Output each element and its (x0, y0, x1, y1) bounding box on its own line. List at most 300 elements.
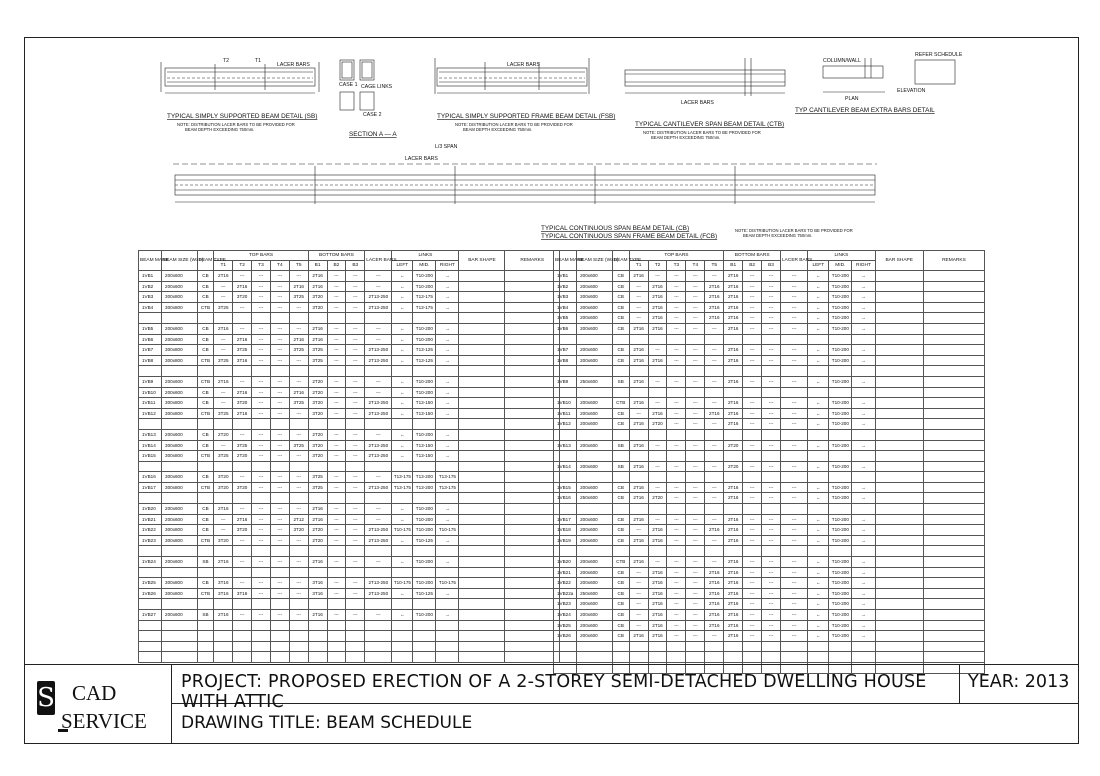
schedule-cell: --- (705, 419, 724, 430)
schedule-cell (923, 334, 984, 345)
schedule-cell: --- (252, 323, 271, 334)
schedule-cell: --- (629, 599, 648, 610)
schedule-cell: --- (705, 440, 724, 451)
schedule-cell: T10-200 (413, 504, 436, 515)
hdr-b3: B3 (762, 261, 781, 271)
schedule-cell (667, 472, 686, 483)
schedule-cell (505, 376, 560, 387)
schedule-cell: CB (612, 408, 629, 419)
schedule-cell (346, 652, 365, 663)
schedule-cell: --- (780, 345, 807, 356)
schedule-cell (875, 504, 923, 515)
table-row (554, 313, 985, 324)
schedule-cell: --- (365, 281, 392, 292)
schedule-cell: 2T16 (308, 334, 327, 345)
schedule-cell: --- (648, 271, 667, 282)
beam-mark-cell (139, 461, 162, 472)
schedule-cell: --- (365, 429, 392, 440)
schedule-cell: --- (327, 588, 346, 599)
schedule-cell: --- (705, 398, 724, 409)
cb-span-label: L/3 SPAN (435, 144, 458, 150)
schedule-cell: --- (743, 355, 762, 366)
schedule-cell: ← (392, 514, 413, 525)
schedule-cell (214, 620, 233, 631)
schedule-cell: CB (197, 429, 214, 440)
schedule-cell (505, 546, 560, 557)
beam-size-cell: 300x800 (162, 535, 198, 546)
schedule-cell (365, 620, 392, 631)
hdr-beam-size: BEAM SIZE (WxD) (162, 251, 198, 271)
schedule-cell (829, 504, 852, 515)
schedule-cell: --- (365, 376, 392, 387)
beam-size-cell (577, 334, 613, 345)
schedule-cell (686, 652, 705, 663)
table-row (139, 641, 560, 652)
schedule-cell (346, 546, 365, 557)
schedule-cell: ← (808, 302, 829, 313)
schedule-cell (459, 323, 505, 334)
beam-size-cell: 300x800 (162, 302, 198, 313)
schedule-cell: --- (667, 578, 686, 589)
schedule-cell (197, 493, 214, 504)
schedule-cell (289, 620, 308, 631)
schedule-cell (436, 313, 459, 324)
schedule-cell (459, 419, 505, 430)
drawing-title-field (171, 704, 1078, 744)
table-row (139, 451, 560, 462)
schedule-cell (505, 387, 560, 398)
schedule-cell: --- (686, 567, 705, 578)
schedule-cell: --- (743, 514, 762, 525)
schedule-cell (743, 652, 762, 663)
schedule-cell (197, 419, 214, 430)
schedule-cell (436, 366, 459, 377)
schedule-cell (629, 546, 648, 557)
table-row (139, 292, 560, 303)
schedule-cell: --- (667, 525, 686, 536)
schedule-cell (270, 620, 289, 631)
schedule-cell: ← (808, 535, 829, 546)
schedule-cell: ← (808, 610, 829, 621)
schedule-cell: --- (346, 557, 365, 568)
schedule-cell: CB (612, 323, 629, 334)
beam-mark-cell (139, 620, 162, 631)
beam-size-cell: 200x600 (577, 567, 613, 578)
beam-mark-cell (554, 546, 577, 557)
schedule-cell: --- (780, 408, 807, 419)
schedule-cell (875, 514, 923, 525)
schedule-cell: CTB (197, 588, 214, 599)
schedule-cell: --- (667, 461, 686, 472)
left-schedule-body (139, 271, 560, 663)
schedule-cell: --- (270, 323, 289, 334)
schedule-cell: 2T16 (648, 588, 667, 599)
schedule-cell (705, 472, 724, 483)
schedule-cell (459, 652, 505, 663)
schedule-cell (780, 387, 807, 398)
beam-mark-cell (554, 429, 577, 440)
hdr-top-bars: TOP BARS (214, 251, 308, 261)
table-row (139, 419, 560, 430)
schedule-cell (743, 546, 762, 557)
schedule-cell: 2T16 (705, 599, 724, 610)
hdr-t1: T1 (629, 261, 648, 271)
schedule-cell: T10-200 (829, 567, 852, 578)
schedule-cell: --- (346, 292, 365, 303)
schedule-cell: --- (289, 504, 308, 515)
schedule-cell: --- (629, 302, 648, 313)
schedule-cell (923, 292, 984, 303)
schedule-cell: --- (743, 419, 762, 430)
schedule-cell (233, 313, 252, 324)
schedule-cell (780, 429, 807, 440)
schedule-cell: CB (612, 610, 629, 621)
schedule-cell (459, 567, 505, 578)
schedule-cell (762, 652, 781, 663)
schedule-cell: --- (762, 461, 781, 472)
schedule-cell: --- (705, 631, 724, 642)
schedule-cell (436, 493, 459, 504)
schedule-cell: --- (743, 281, 762, 292)
schedule-cell: 2T16 (724, 292, 743, 303)
table-row (139, 355, 560, 366)
beam-size-cell (162, 631, 198, 642)
schedule-cell (875, 440, 923, 451)
schedule-cell: --- (214, 525, 233, 536)
beam-size-cell: 300x800 (162, 398, 198, 409)
schedule-cell (214, 461, 233, 472)
schedule-cell: → (852, 419, 875, 430)
schedule-cell: --- (252, 557, 271, 568)
schedule-cell (459, 292, 505, 303)
schedule-cell: --- (252, 398, 271, 409)
beam-size-cell: 200x600 (577, 323, 613, 334)
schedule-cell (252, 652, 271, 663)
schedule-cell: --- (327, 334, 346, 345)
schedule-cell: T13-175 (413, 292, 436, 303)
schedule-cell (413, 366, 436, 377)
schedule-cell: --- (705, 535, 724, 546)
beam-mark-cell (554, 641, 577, 652)
schedule-cell: --- (327, 578, 346, 589)
schedule-cell: --- (667, 323, 686, 334)
cb-detail-beam (173, 164, 877, 204)
schedule-cell: 2T16 (724, 535, 743, 546)
schedule-cell (743, 641, 762, 652)
schedule-cell: --- (667, 419, 686, 430)
schedule-cell (762, 641, 781, 652)
schedule-cell (459, 578, 505, 589)
schedule-cell (686, 641, 705, 652)
schedule-cell (705, 334, 724, 345)
schedule-cell (233, 493, 252, 504)
schedule-cell (923, 419, 984, 430)
schedule-cell: --- (214, 345, 233, 356)
schedule-cell: 3T20 (308, 408, 327, 419)
schedule-cell: --- (667, 281, 686, 292)
table-row (139, 631, 560, 642)
schedule-cell (505, 493, 560, 504)
schedule-cell (852, 546, 875, 557)
schedule-cell: --- (346, 355, 365, 366)
schedule-cell (214, 641, 233, 652)
schedule-cell (808, 504, 829, 515)
beam-size-cell: 200x600 (577, 525, 613, 536)
schedule-cell: 2T16 (214, 610, 233, 621)
drawing-sheet (24, 37, 1079, 744)
hdr-t2: T2 (648, 261, 667, 271)
schedule-cell (667, 641, 686, 652)
schedule-cell (612, 546, 629, 557)
schedule-cell: 2T16 (705, 578, 724, 589)
schedule-cell (875, 387, 923, 398)
schedule-cell: --- (743, 461, 762, 472)
schedule-cell: --- (252, 376, 271, 387)
schedule-cell (392, 599, 413, 610)
schedule-cell: 2T16 (629, 271, 648, 282)
schedule-cell: --- (327, 440, 346, 451)
schedule-cell (612, 451, 629, 462)
schedule-cell: --- (233, 578, 252, 589)
schedule-cell: --- (762, 376, 781, 387)
table-row (139, 567, 560, 578)
schedule-cell: 2T16 (648, 292, 667, 303)
beam-mark-cell: 1VB5 (554, 313, 577, 324)
schedule-cell (724, 641, 743, 652)
schedule-cell: T10-200 (829, 599, 852, 610)
schedule-cell: 2T16 (629, 514, 648, 525)
beam-size-cell: 200x600 (577, 578, 613, 589)
table-row (139, 504, 560, 515)
hdr-mid: MID. (413, 261, 436, 271)
schedule-cell: T10-200 (413, 429, 436, 440)
schedule-cell (923, 546, 984, 557)
schedule-cell (667, 387, 686, 398)
schedule-cell: T10-200 (413, 271, 436, 282)
schedule-cell: 2T16 (724, 588, 743, 599)
schedule-cell (780, 546, 807, 557)
schedule-cell: T10-200 (829, 610, 852, 621)
beam-mark-cell: 1VB26 (139, 588, 162, 599)
schedule-cell: --- (289, 578, 308, 589)
schedule-cell: 2T16 (724, 482, 743, 493)
schedule-cell: → (436, 345, 459, 356)
schedule-cell: T10-200 (829, 514, 852, 525)
schedule-cell (459, 461, 505, 472)
schedule-cell: --- (365, 610, 392, 621)
schedule-cell: 2T16 (724, 419, 743, 430)
schedule-cell: --- (743, 620, 762, 631)
schedule-cell (346, 641, 365, 652)
beam-mark-cell: 1VB14 (554, 461, 577, 472)
ctb-detail-beam (625, 58, 785, 96)
schedule-cell (852, 387, 875, 398)
schedule-cell (505, 599, 560, 610)
schedule-cell: → (852, 345, 875, 356)
schedule-cell (629, 472, 648, 483)
schedule-cell (505, 302, 560, 313)
schedule-cell (392, 366, 413, 377)
year-field (960, 665, 1078, 704)
schedule-cell: --- (762, 345, 781, 356)
schedule-cell: --- (648, 557, 667, 568)
schedule-cell (459, 408, 505, 419)
schedule-cell: --- (686, 482, 705, 493)
beam-mark-cell: 1VB7 (139, 345, 162, 356)
schedule-cell: CB (612, 271, 629, 282)
schedule-cell: --- (762, 620, 781, 631)
schedule-cell: --- (780, 323, 807, 334)
schedule-cell: --- (667, 302, 686, 313)
schedule-cell (270, 313, 289, 324)
schedule-cell: CTB (197, 451, 214, 462)
table-row (554, 578, 985, 589)
hdr-lacer-bars: LACER BARS (780, 251, 807, 271)
hdr-b3: B3 (346, 261, 365, 271)
schedule-cell: T10-200 (829, 408, 852, 419)
schedule-cell: --- (743, 588, 762, 599)
schedule-cell: --- (762, 535, 781, 546)
schedule-cell: --- (365, 334, 392, 345)
schedule-cell: --- (270, 557, 289, 568)
table-row (139, 599, 560, 610)
schedule-cell: 3T25 (308, 482, 327, 493)
schedule-cell (923, 578, 984, 589)
beam-mark-cell: 1VB12 (554, 419, 577, 430)
schedule-cell: CB (612, 292, 629, 303)
schedule-cell: CB (612, 313, 629, 324)
schedule-cell: --- (252, 440, 271, 451)
sb-t1-label: T1 (255, 58, 262, 64)
schedule-cell: T13-150 (413, 408, 436, 419)
schedule-cell: → (852, 514, 875, 525)
schedule-cell: --- (252, 482, 271, 493)
schedule-cell (392, 546, 413, 557)
schedule-cell (289, 546, 308, 557)
schedule-cell: --- (667, 599, 686, 610)
hdr-bottom-bars: BOTTOM BARS (308, 251, 365, 261)
table-row (139, 578, 560, 589)
schedule-cell: 2T16 (629, 345, 648, 356)
schedule-cell: 3T25 (214, 451, 233, 462)
schedule-cell: --- (233, 376, 252, 387)
schedule-cell: --- (743, 482, 762, 493)
beam-size-cell: 200x600 (577, 355, 613, 366)
schedule-cell: → (436, 355, 459, 366)
schedule-cell (923, 620, 984, 631)
schedule-cell (459, 535, 505, 546)
schedule-cell (270, 419, 289, 430)
schedule-cell: ← (392, 440, 413, 451)
schedule-cell: 2T16 (648, 323, 667, 334)
beam-mark-cell: 1VB16 (554, 493, 577, 504)
schedule-cell: 2T13-250 (365, 578, 392, 589)
schedule-cell: --- (214, 334, 233, 345)
schedule-cell (875, 620, 923, 631)
schedule-cell (214, 493, 233, 504)
schedule-cell (459, 472, 505, 483)
schedule-cell: 2T16 (629, 323, 648, 334)
beam-size-cell: 250x600 (577, 493, 613, 504)
schedule-cell: --- (346, 334, 365, 345)
schedule-cell (629, 366, 648, 377)
schedule-cell (923, 461, 984, 472)
schedule-cell (505, 567, 560, 578)
schedule-cell: 2T16 (308, 514, 327, 525)
schedule-cell: 3T20 (308, 451, 327, 462)
schedule-cell: 2T13-250 (365, 535, 392, 546)
schedule-cell: 2T16 (724, 578, 743, 589)
schedule-cell: CB (612, 588, 629, 599)
schedule-cell (365, 567, 392, 578)
schedule-cell: 2T16 (705, 302, 724, 313)
schedule-cell (923, 525, 984, 536)
beam-size-cell (162, 620, 198, 631)
schedule-cell: --- (346, 271, 365, 282)
beam-size-cell (162, 652, 198, 663)
schedule-cell: --- (270, 292, 289, 303)
schedule-cell: --- (743, 567, 762, 578)
schedule-cell: --- (686, 599, 705, 610)
schedule-cell: --- (270, 387, 289, 398)
hdr-left: LEFT (808, 261, 829, 271)
schedule-cell: 2T16 (289, 281, 308, 292)
schedule-cell: --- (327, 472, 346, 483)
title-block (25, 664, 1078, 744)
beam-mark-cell: 1VB22 (554, 578, 577, 589)
schedule-cell: 2T13-250 (365, 398, 392, 409)
schedule-cell (829, 366, 852, 377)
schedule-cell: --- (705, 345, 724, 356)
schedule-cell: --- (780, 578, 807, 589)
schedule-cell (413, 546, 436, 557)
beam-mark-cell: 1VB17 (139, 482, 162, 493)
schedule-cell: 3T25 (289, 292, 308, 303)
schedule-cell (289, 461, 308, 472)
schedule-cell: --- (252, 504, 271, 515)
schedule-cell (505, 631, 560, 642)
table-row (554, 535, 985, 546)
schedule-cell: 2T16 (648, 578, 667, 589)
schedule-cell (459, 440, 505, 451)
schedule-cell: --- (762, 281, 781, 292)
schedule-cell: --- (346, 578, 365, 589)
schedule-cell: --- (346, 376, 365, 387)
schedule-cell (459, 281, 505, 292)
schedule-cell: ← (808, 376, 829, 387)
beam-mark-cell: 1VB9 (139, 376, 162, 387)
schedule-cell (197, 366, 214, 377)
schedule-cell: CB (197, 578, 214, 589)
schedule-cell (505, 482, 560, 493)
schedule-cell: --- (346, 429, 365, 440)
schedule-cell: 3T16 (308, 578, 327, 589)
schedule-cell (436, 620, 459, 631)
schedule-cell: --- (780, 588, 807, 599)
schedule-cell (875, 652, 923, 663)
schedule-cell: → (852, 302, 875, 313)
beam-mark-cell (139, 652, 162, 663)
schedule-cell: T10-200 (413, 281, 436, 292)
beam-size-cell: 250x600 (577, 376, 613, 387)
schedule-cell (762, 546, 781, 557)
ctb-note-1: NOTE: DISTRIBUTION LACER BARS TO BE PROVIDED FOR (643, 130, 761, 135)
schedule-cell: 2T16 (629, 557, 648, 568)
sb-lacer-label: LACER BARS (277, 62, 310, 68)
schedule-cell (762, 504, 781, 515)
schedule-cell: 2T16 (724, 408, 743, 419)
schedule-cell: --- (686, 588, 705, 599)
